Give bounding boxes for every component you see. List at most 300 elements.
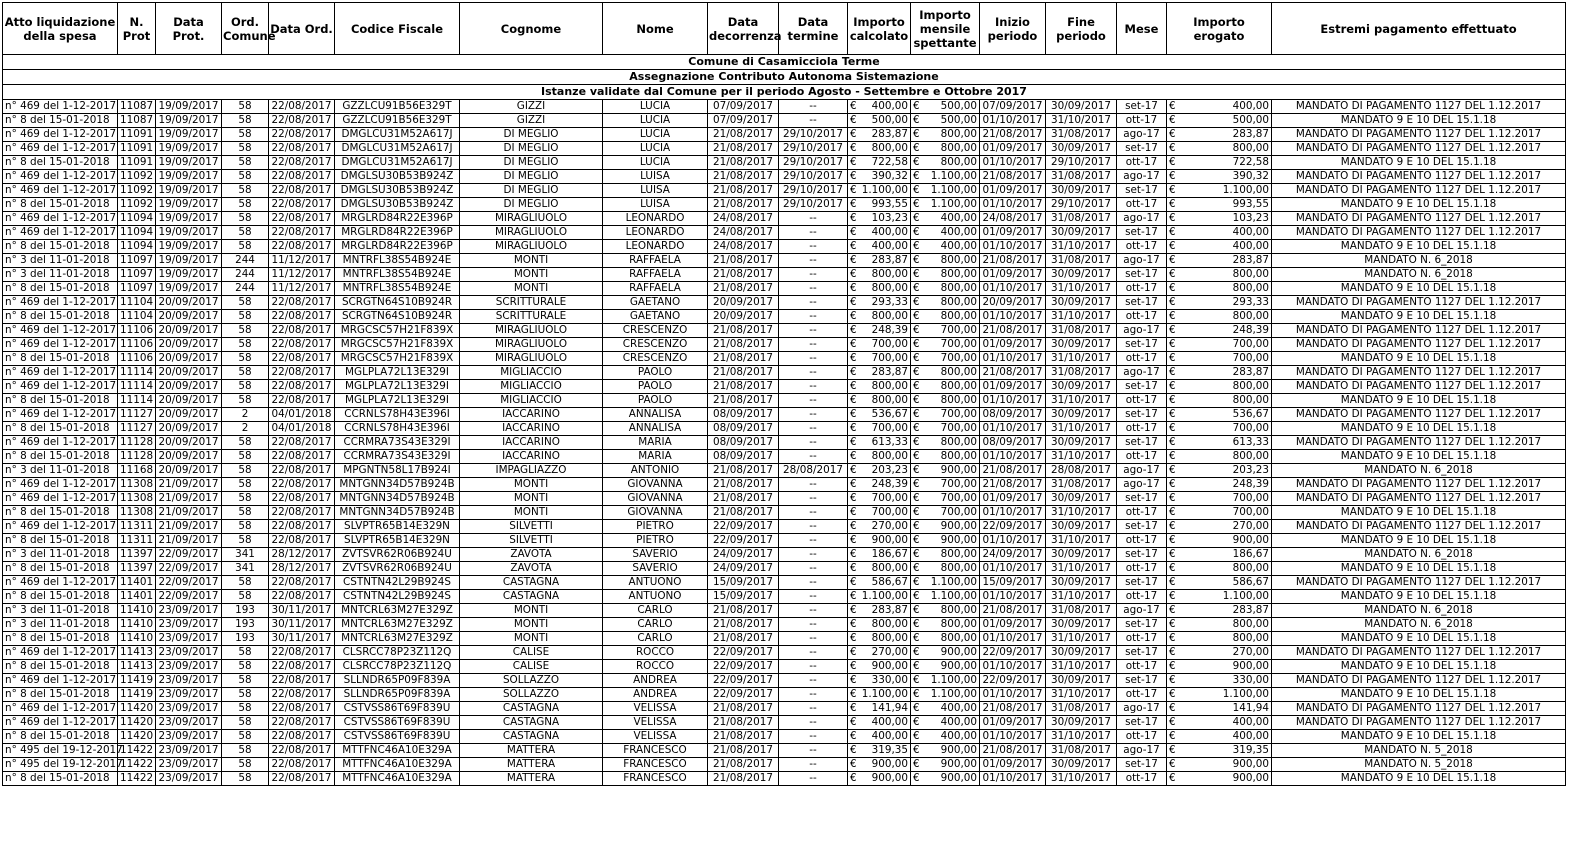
cell-data-termine: 29/10/2017 bbox=[779, 198, 848, 212]
cell-atto: n° 469 del 1-12-2017 bbox=[3, 436, 118, 450]
cell-codice-fiscale: DMGLCU31M52A617J bbox=[335, 142, 460, 156]
cell-codice-fiscale: CCRNLS78H43E396I bbox=[335, 422, 460, 436]
cell-data-decorrenza: 22/09/2017 bbox=[708, 660, 779, 674]
currency-symbol: € bbox=[850, 380, 857, 392]
currency-symbol: € bbox=[913, 772, 920, 784]
cell-importo-calcolato bbox=[848, 198, 911, 212]
header-ord-comune: Ord. Comune bbox=[222, 3, 269, 55]
cell-estremi-pagamento: MANDATO DI PAGAMENTO 1127 DEL 1.12.2017 bbox=[1272, 100, 1566, 114]
cell-data-termine: -- bbox=[779, 226, 848, 240]
cell-atto: n° 8 del 15-01-2018 bbox=[3, 506, 118, 520]
amount: 248,39 bbox=[871, 478, 908, 490]
cell-n-prot: 11104 bbox=[118, 310, 156, 324]
cell-fine-periodo: 30/09/2017 bbox=[1046, 618, 1117, 632]
amount: 500,00 bbox=[871, 114, 908, 126]
currency-symbol: € bbox=[850, 254, 857, 266]
cell-codice-fiscale: CSTVSS86T69F839U bbox=[335, 730, 460, 744]
cell-mese: set-17 bbox=[1117, 226, 1167, 240]
amount: 900,00 bbox=[940, 646, 977, 658]
currency-symbol: € bbox=[913, 702, 920, 714]
cell-data-prot: 23/09/2017 bbox=[156, 604, 222, 618]
cell-data-decorrenza: 22/09/2017 bbox=[708, 688, 779, 702]
cell-importo-mensile bbox=[911, 296, 980, 310]
cell-ord-comune: 58 bbox=[222, 520, 269, 534]
cell-estremi-pagamento: MANDATO 9 E 10 DEL 15.1.18 bbox=[1272, 506, 1566, 520]
cell-mese: set-17 bbox=[1117, 338, 1167, 352]
cell-nome: LEONARDO bbox=[603, 240, 708, 254]
currency-symbol: € bbox=[913, 100, 920, 112]
cell-importo-mensile bbox=[911, 590, 980, 604]
cell-importo-mensile bbox=[911, 492, 980, 506]
cell-atto: n° 8 del 15-01-2018 bbox=[3, 394, 118, 408]
amount: 1.100,00 bbox=[930, 576, 977, 588]
cell-data-termine: 29/10/2017 bbox=[779, 156, 848, 170]
cell-fine-periodo: 31/08/2017 bbox=[1046, 254, 1117, 268]
currency-symbol: € bbox=[850, 478, 857, 490]
cell-importo-erogato bbox=[1167, 590, 1272, 604]
amount: 900,00 bbox=[1232, 660, 1269, 672]
currency-symbol: € bbox=[913, 394, 920, 406]
cell-inizio-periodo: 21/08/2017 bbox=[980, 170, 1046, 184]
amount: 700,00 bbox=[940, 324, 977, 336]
cell-n-prot: 11091 bbox=[118, 128, 156, 142]
cell-ord-comune: 58 bbox=[222, 324, 269, 338]
cell-inizio-periodo: 01/10/2017 bbox=[980, 450, 1046, 464]
cell-estremi-pagamento: MANDATO 9 E 10 DEL 15.1.18 bbox=[1272, 730, 1566, 744]
currency-symbol: € bbox=[1169, 618, 1176, 630]
cell-importo-erogato bbox=[1167, 534, 1272, 548]
cell-estremi-pagamento: MANDATO 9 E 10 DEL 15.1.18 bbox=[1272, 156, 1566, 170]
cell-n-prot: 11114 bbox=[118, 380, 156, 394]
cell-importo-erogato bbox=[1167, 744, 1272, 758]
cell-codice-fiscale: SCRGTN64S10B924R bbox=[335, 310, 460, 324]
cell-importo-calcolato bbox=[848, 254, 911, 268]
cell-importo-erogato bbox=[1167, 128, 1272, 142]
cell-cognome: MIRAGLIUOLO bbox=[460, 240, 603, 254]
header-estremi-pagamento: Estremi pagamento effettuato bbox=[1272, 3, 1566, 55]
cell-codice-fiscale: CSTVSS86T69F839U bbox=[335, 702, 460, 716]
table-row bbox=[3, 212, 1566, 226]
amount: 800,00 bbox=[940, 632, 977, 644]
cell-data-ord: 22/08/2017 bbox=[269, 324, 335, 338]
cell-cognome: DI MEGLIO bbox=[460, 184, 603, 198]
cell-nome: ANNALISA bbox=[603, 408, 708, 422]
cell-codice-fiscale: DMGLCU31M52A617J bbox=[335, 156, 460, 170]
amount: 900,00 bbox=[940, 534, 977, 546]
amount: 800,00 bbox=[940, 128, 977, 140]
cell-atto: n° 469 del 1-12-2017 bbox=[3, 520, 118, 534]
cell-data-termine: 29/10/2017 bbox=[779, 128, 848, 142]
cell-atto: n° 469 del 1-12-2017 bbox=[3, 128, 118, 142]
cell-atto: n° 8 del 15-01-2018 bbox=[3, 590, 118, 604]
cell-ord-comune: 2 bbox=[222, 408, 269, 422]
cell-codice-fiscale: CSTVSS86T69F839U bbox=[335, 716, 460, 730]
currency-symbol: € bbox=[1169, 310, 1176, 322]
cell-estremi-pagamento: MANDATO 9 E 10 DEL 15.1.18 bbox=[1272, 198, 1566, 212]
cell-data-decorrenza: 24/09/2017 bbox=[708, 562, 779, 576]
title-block bbox=[3, 55, 1566, 100]
currency-symbol: € bbox=[913, 674, 920, 686]
cell-importo-calcolato bbox=[848, 576, 911, 590]
cell-atto: n° 8 del 15-01-2018 bbox=[3, 240, 118, 254]
cell-n-prot: 11419 bbox=[118, 674, 156, 688]
amount: 270,00 bbox=[1232, 520, 1269, 532]
amount: 700,00 bbox=[871, 422, 908, 434]
cell-nome: ANNALISA bbox=[603, 422, 708, 436]
cell-atto: n° 8 del 15-01-2018 bbox=[3, 688, 118, 702]
cell-n-prot: 11094 bbox=[118, 212, 156, 226]
cell-importo-erogato bbox=[1167, 478, 1272, 492]
cell-codice-fiscale: DMGLSU30B53B924Z bbox=[335, 170, 460, 184]
cell-importo-erogato bbox=[1167, 618, 1272, 632]
currency-symbol: € bbox=[913, 366, 920, 378]
cell-importo-mensile bbox=[911, 142, 980, 156]
cell-importo-erogato bbox=[1167, 408, 1272, 422]
cell-importo-erogato bbox=[1167, 212, 1272, 226]
cell-ord-comune: 341 bbox=[222, 562, 269, 576]
amount: 248,39 bbox=[1232, 324, 1269, 336]
cell-codice-fiscale: MRGCSC57H21F839X bbox=[335, 338, 460, 352]
cell-mese: ott-17 bbox=[1117, 534, 1167, 548]
amount: 1.100,00 bbox=[930, 688, 977, 700]
cell-data-decorrenza: 24/09/2017 bbox=[708, 548, 779, 562]
cell-importo-erogato bbox=[1167, 604, 1272, 618]
cell-estremi-pagamento: MANDATO N. 6_2018 bbox=[1272, 618, 1566, 632]
table-row bbox=[3, 688, 1566, 702]
amount: 700,00 bbox=[940, 408, 977, 420]
currency-symbol: € bbox=[913, 408, 920, 420]
cell-ord-comune: 58 bbox=[222, 184, 269, 198]
cell-nome: CRESCENZO bbox=[603, 352, 708, 366]
cell-data-ord: 30/11/2017 bbox=[269, 632, 335, 646]
amount: 700,00 bbox=[940, 422, 977, 434]
cell-n-prot: 11168 bbox=[118, 464, 156, 478]
cell-data-termine: -- bbox=[779, 408, 848, 422]
currency-symbol: € bbox=[913, 240, 920, 252]
cell-data-termine: -- bbox=[779, 646, 848, 660]
cell-codice-fiscale: CCRNLS78H43E396I bbox=[335, 408, 460, 422]
currency-symbol: € bbox=[913, 506, 920, 518]
currency-symbol: € bbox=[850, 730, 857, 742]
cell-cognome: MONTI bbox=[460, 618, 603, 632]
amount: 900,00 bbox=[940, 520, 977, 532]
table-row bbox=[3, 478, 1566, 492]
cell-importo-calcolato bbox=[848, 716, 911, 730]
header-codice-fiscale: Codice Fiscale bbox=[335, 3, 460, 55]
table-row bbox=[3, 114, 1566, 128]
cell-fine-periodo: 30/09/2017 bbox=[1046, 520, 1117, 534]
amount: 400,00 bbox=[940, 730, 977, 742]
cell-data-termine: -- bbox=[779, 702, 848, 716]
cell-ord-comune: 58 bbox=[222, 338, 269, 352]
currency-symbol: € bbox=[913, 422, 920, 434]
cell-importo-mensile bbox=[911, 156, 980, 170]
cell-data-ord: 22/08/2017 bbox=[269, 660, 335, 674]
cell-fine-periodo: 31/08/2017 bbox=[1046, 604, 1117, 618]
cell-fine-periodo: 30/09/2017 bbox=[1046, 576, 1117, 590]
currency-symbol: € bbox=[1169, 646, 1176, 658]
cell-data-prot: 23/09/2017 bbox=[156, 772, 222, 786]
amount: 1.100,00 bbox=[930, 590, 977, 602]
cell-atto: n° 469 del 1-12-2017 bbox=[3, 492, 118, 506]
cell-importo-calcolato bbox=[848, 128, 911, 142]
currency-symbol: € bbox=[850, 772, 857, 784]
cell-importo-mensile bbox=[911, 758, 980, 772]
cell-data-prot: 20/09/2017 bbox=[156, 436, 222, 450]
cell-mese: ott-17 bbox=[1117, 450, 1167, 464]
cell-data-termine: -- bbox=[779, 268, 848, 282]
cell-data-decorrenza: 22/09/2017 bbox=[708, 534, 779, 548]
table-row bbox=[3, 394, 1566, 408]
cell-codice-fiscale: MRGCSC57H21F839X bbox=[335, 352, 460, 366]
cell-importo-mensile bbox=[911, 646, 980, 660]
currency-symbol: € bbox=[1169, 478, 1176, 490]
cell-data-prot: 23/09/2017 bbox=[156, 660, 222, 674]
currency-symbol: € bbox=[913, 170, 920, 182]
cell-estremi-pagamento: MANDATO DI PAGAMENTO 1127 DEL 1.12.2017 bbox=[1272, 520, 1566, 534]
currency-symbol: € bbox=[850, 128, 857, 140]
cell-ord-comune: 58 bbox=[222, 310, 269, 324]
table-row bbox=[3, 226, 1566, 240]
cell-atto: n° 469 del 1-12-2017 bbox=[3, 380, 118, 394]
cell-mese: set-17 bbox=[1117, 646, 1167, 660]
cell-data-ord: 22/08/2017 bbox=[269, 184, 335, 198]
cell-ord-comune: 193 bbox=[222, 618, 269, 632]
currency-symbol: € bbox=[1169, 744, 1176, 756]
cell-fine-periodo: 31/10/2017 bbox=[1046, 394, 1117, 408]
currency-symbol: € bbox=[1169, 212, 1176, 224]
cell-inizio-periodo: 21/08/2017 bbox=[980, 604, 1046, 618]
cell-nome: GIOVANNA bbox=[603, 506, 708, 520]
currency-symbol: € bbox=[1169, 730, 1176, 742]
currency-symbol: € bbox=[1169, 562, 1176, 574]
cell-data-termine: 29/10/2017 bbox=[779, 170, 848, 184]
amount: 800,00 bbox=[871, 268, 908, 280]
cell-data-decorrenza: 21/08/2017 bbox=[708, 632, 779, 646]
cell-inizio-periodo: 15/09/2017 bbox=[980, 576, 1046, 590]
cell-estremi-pagamento: MANDATO DI PAGAMENTO 1127 DEL 1.12.2017 bbox=[1272, 408, 1566, 422]
cell-inizio-periodo: 21/08/2017 bbox=[980, 702, 1046, 716]
cell-atto: n° 469 del 1-12-2017 bbox=[3, 716, 118, 730]
cell-data-decorrenza: 21/08/2017 bbox=[708, 744, 779, 758]
cell-n-prot: 11092 bbox=[118, 184, 156, 198]
table-row bbox=[3, 660, 1566, 674]
cell-data-decorrenza: 21/08/2017 bbox=[708, 198, 779, 212]
currency-symbol: € bbox=[913, 688, 920, 700]
cell-fine-periodo: 30/09/2017 bbox=[1046, 380, 1117, 394]
currency-symbol: € bbox=[913, 716, 920, 728]
amount: 186,67 bbox=[1232, 548, 1269, 560]
amount: 400,00 bbox=[940, 226, 977, 238]
cell-codice-fiscale: DMGLCU31M52A617J bbox=[335, 128, 460, 142]
currency-symbol: € bbox=[913, 352, 920, 364]
cell-fine-periodo: 31/10/2017 bbox=[1046, 450, 1117, 464]
cell-fine-periodo: 29/10/2017 bbox=[1046, 156, 1117, 170]
cell-importo-calcolato bbox=[848, 506, 911, 520]
cell-inizio-periodo: 01/10/2017 bbox=[980, 156, 1046, 170]
cell-importo-mensile bbox=[911, 226, 980, 240]
amount: 1.100,00 bbox=[1222, 184, 1269, 196]
cell-data-prot: 23/09/2017 bbox=[156, 646, 222, 660]
amount: 700,00 bbox=[871, 506, 908, 518]
cell-data-termine: -- bbox=[779, 604, 848, 618]
cell-nome: FRANCESCO bbox=[603, 744, 708, 758]
table-row bbox=[3, 758, 1566, 772]
cell-data-prot: 20/09/2017 bbox=[156, 464, 222, 478]
amount: 800,00 bbox=[1232, 618, 1269, 630]
cell-atto: n° 3 del 11-01-2018 bbox=[3, 268, 118, 282]
cell-fine-periodo: 30/09/2017 bbox=[1046, 184, 1117, 198]
cell-nome: PAOLO bbox=[603, 366, 708, 380]
cell-fine-periodo: 31/08/2017 bbox=[1046, 744, 1117, 758]
cell-fine-periodo: 30/09/2017 bbox=[1046, 100, 1117, 114]
cell-fine-periodo: 29/10/2017 bbox=[1046, 198, 1117, 212]
cell-data-decorrenza: 15/09/2017 bbox=[708, 576, 779, 590]
amount: 319,35 bbox=[871, 744, 908, 756]
cell-nome: VELISSA bbox=[603, 716, 708, 730]
cell-cognome: CASTAGNA bbox=[460, 730, 603, 744]
cell-cognome: MATTERA bbox=[460, 744, 603, 758]
amount: 1.100,00 bbox=[930, 198, 977, 210]
cell-mese: set-17 bbox=[1117, 674, 1167, 688]
cell-cognome: GIZZI bbox=[460, 100, 603, 114]
currency-symbol: € bbox=[1169, 436, 1176, 448]
cell-inizio-periodo: 01/09/2017 bbox=[980, 338, 1046, 352]
header-nome: Nome bbox=[603, 3, 708, 55]
amount: 536,67 bbox=[871, 408, 908, 420]
cell-importo-erogato bbox=[1167, 366, 1272, 380]
cell-data-prot: 19/09/2017 bbox=[156, 282, 222, 296]
currency-symbol: € bbox=[1169, 380, 1176, 392]
amount: 390,32 bbox=[1232, 170, 1269, 182]
cell-estremi-pagamento: MANDATO N. 6_2018 bbox=[1272, 464, 1566, 478]
cell-cognome: MIRAGLIUOLO bbox=[460, 226, 603, 240]
cell-data-prot: 21/09/2017 bbox=[156, 492, 222, 506]
cell-atto: n° 469 del 1-12-2017 bbox=[3, 296, 118, 310]
cell-nome: PAOLO bbox=[603, 394, 708, 408]
amount: 400,00 bbox=[940, 716, 977, 728]
cell-n-prot: 11422 bbox=[118, 772, 156, 786]
cell-fine-periodo: 31/08/2017 bbox=[1046, 128, 1117, 142]
cell-n-prot: 11087 bbox=[118, 100, 156, 114]
currency-symbol: € bbox=[913, 576, 920, 588]
cell-nome: MARIA bbox=[603, 450, 708, 464]
cell-estremi-pagamento: MANDATO DI PAGAMENTO 1127 DEL 1.12.2017 bbox=[1272, 366, 1566, 380]
amount: 993,55 bbox=[1232, 198, 1269, 210]
cell-estremi-pagamento: MANDATO DI PAGAMENTO 1127 DEL 1.12.2017 bbox=[1272, 170, 1566, 184]
cell-fine-periodo: 30/09/2017 bbox=[1046, 646, 1117, 660]
currency-symbol: € bbox=[850, 590, 857, 602]
cell-codice-fiscale: SLVPTR65B14E329N bbox=[335, 520, 460, 534]
cell-codice-fiscale: MGLPLA72L13E329I bbox=[335, 366, 460, 380]
cell-data-termine: -- bbox=[779, 212, 848, 226]
cell-n-prot: 11114 bbox=[118, 366, 156, 380]
amount: 400,00 bbox=[1232, 730, 1269, 742]
cell-ord-comune: 58 bbox=[222, 212, 269, 226]
cell-mese: ott-17 bbox=[1117, 730, 1167, 744]
cell-data-ord: 22/08/2017 bbox=[269, 296, 335, 310]
amount: 800,00 bbox=[871, 380, 908, 392]
cell-atto: n° 8 del 15-01-2018 bbox=[3, 422, 118, 436]
currency-symbol: € bbox=[1169, 506, 1176, 518]
cell-data-termine: -- bbox=[779, 744, 848, 758]
cell-data-termine: -- bbox=[779, 394, 848, 408]
amount: 400,00 bbox=[1232, 226, 1269, 238]
cell-inizio-periodo: 01/10/2017 bbox=[980, 506, 1046, 520]
currency-symbol: € bbox=[850, 464, 857, 476]
cell-importo-calcolato bbox=[848, 730, 911, 744]
cell-importo-calcolato bbox=[848, 562, 911, 576]
currency-symbol: € bbox=[1169, 324, 1176, 336]
cell-mese: set-17 bbox=[1117, 296, 1167, 310]
currency-symbol: € bbox=[850, 506, 857, 518]
cell-inizio-periodo: 21/08/2017 bbox=[980, 128, 1046, 142]
title-comune: Comune di Casamicciola Terme bbox=[3, 55, 1566, 70]
currency-symbol: € bbox=[913, 604, 920, 616]
cell-codice-fiscale: CSTNTN42L29B924S bbox=[335, 590, 460, 604]
currency-symbol: € bbox=[913, 744, 920, 756]
cell-data-decorrenza: 08/09/2017 bbox=[708, 408, 779, 422]
cell-importo-calcolato bbox=[848, 282, 911, 296]
currency-symbol: € bbox=[850, 618, 857, 630]
cell-nome: SAVERIO bbox=[603, 562, 708, 576]
cell-nome: ANTUONO bbox=[603, 576, 708, 590]
cell-mese: set-17 bbox=[1117, 576, 1167, 590]
cell-importo-mensile bbox=[911, 730, 980, 744]
amount: 400,00 bbox=[940, 212, 977, 224]
amount: 700,00 bbox=[1232, 422, 1269, 434]
cell-mese: ott-17 bbox=[1117, 156, 1167, 170]
currency-symbol: € bbox=[850, 436, 857, 448]
cell-fine-periodo: 31/10/2017 bbox=[1046, 660, 1117, 674]
amount: 800,00 bbox=[1232, 310, 1269, 322]
cell-data-ord: 22/08/2017 bbox=[269, 338, 335, 352]
currency-symbol: € bbox=[913, 758, 920, 770]
cell-n-prot: 11397 bbox=[118, 548, 156, 562]
currency-symbol: € bbox=[1169, 114, 1176, 126]
cell-inizio-periodo: 01/10/2017 bbox=[980, 562, 1046, 576]
amount: 400,00 bbox=[1232, 100, 1269, 112]
amount: 800,00 bbox=[940, 394, 977, 406]
table-row bbox=[3, 632, 1566, 646]
cell-inizio-periodo: 21/08/2017 bbox=[980, 744, 1046, 758]
cell-importo-calcolato bbox=[848, 170, 911, 184]
table-row bbox=[3, 268, 1566, 282]
cell-mese: ott-17 bbox=[1117, 422, 1167, 436]
cell-codice-fiscale: CCRMRA73S43E329I bbox=[335, 436, 460, 450]
cell-fine-periodo: 31/10/2017 bbox=[1046, 534, 1117, 548]
currency-symbol: € bbox=[850, 100, 857, 112]
cell-mese: ago-17 bbox=[1117, 212, 1167, 226]
cell-inizio-periodo: 07/09/2017 bbox=[980, 100, 1046, 114]
currency-symbol: € bbox=[850, 716, 857, 728]
cell-data-prot: 19/09/2017 bbox=[156, 170, 222, 184]
currency-symbol: € bbox=[1169, 548, 1176, 560]
cell-importo-mensile bbox=[911, 394, 980, 408]
cell-estremi-pagamento: MANDATO N. 5_2018 bbox=[1272, 758, 1566, 772]
cell-ord-comune: 58 bbox=[222, 156, 269, 170]
cell-mese: ago-17 bbox=[1117, 702, 1167, 716]
amount: 103,23 bbox=[871, 212, 908, 224]
currency-symbol: € bbox=[1169, 128, 1176, 140]
cell-n-prot: 11127 bbox=[118, 422, 156, 436]
cell-mese: ott-17 bbox=[1117, 590, 1167, 604]
cell-importo-calcolato bbox=[848, 702, 911, 716]
cell-estremi-pagamento: MANDATO DI PAGAMENTO 1127 DEL 1.12.2017 bbox=[1272, 212, 1566, 226]
contributi-table bbox=[2, 2, 1566, 786]
cell-data-ord: 22/08/2017 bbox=[269, 744, 335, 758]
cell-codice-fiscale: CSTNTN42L29B924S bbox=[335, 576, 460, 590]
